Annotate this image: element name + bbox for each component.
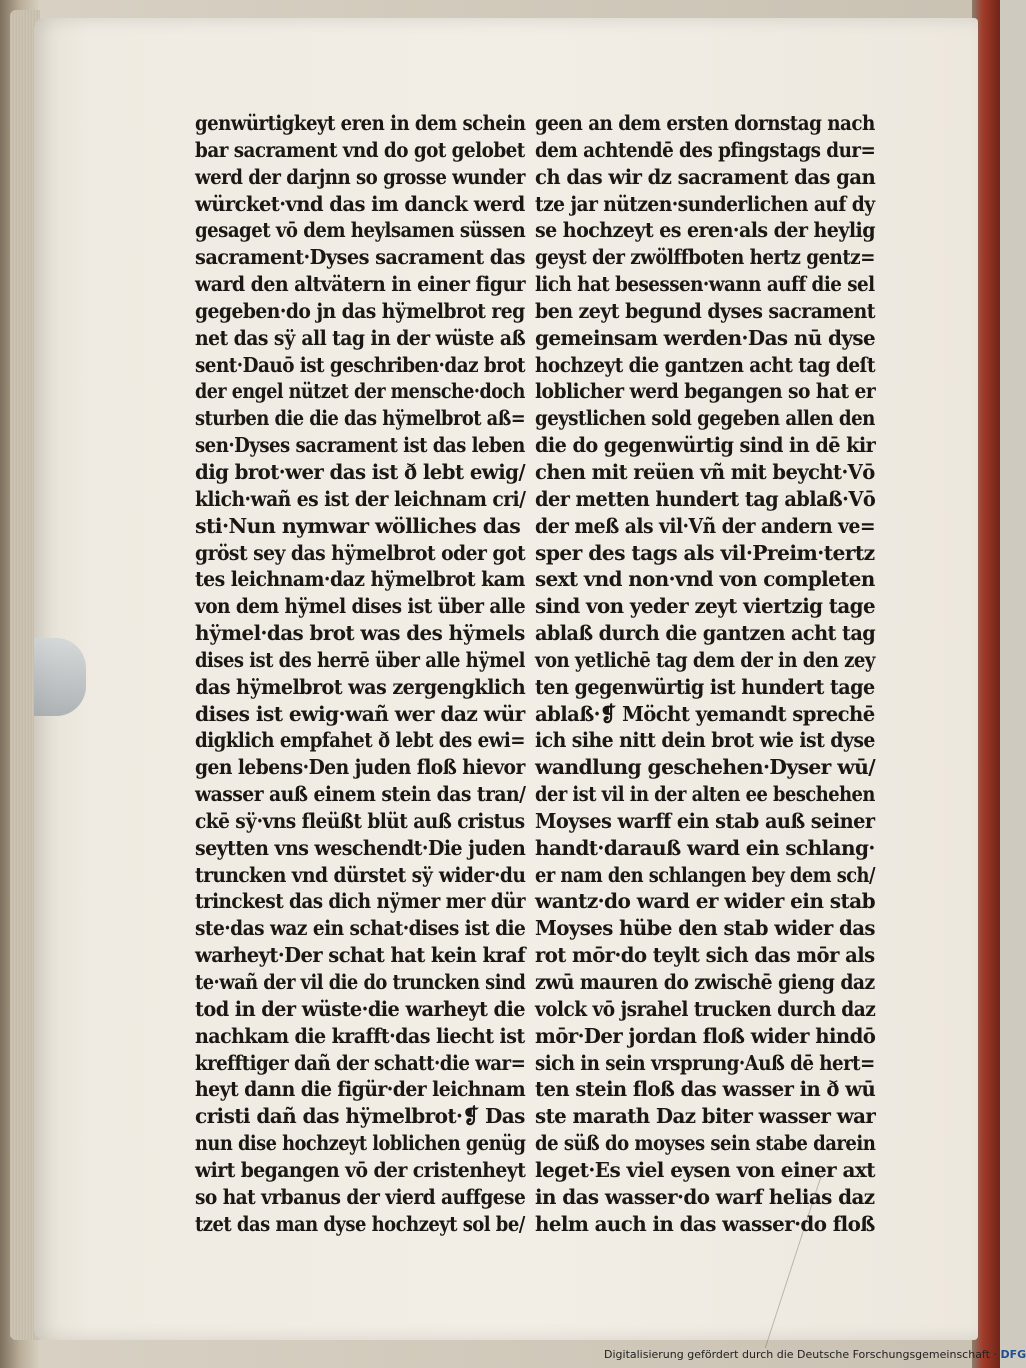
text-line: würcket·vnd das im danck werd [195,191,525,216]
text-line: ste marath Daz biter wasser war [535,1104,876,1129]
text-line: net das sӱ all tag in der wüste aß [195,325,526,350]
text-line: sen·Dyses sacrament ist das leben [195,433,525,458]
text-line: ten gegenwürtig ist hundert tage [535,674,875,699]
text-line: sturben die die das hӱmelbrot aß= [195,406,526,431]
text-line: dem achtendē des pfingstags dur= [535,137,876,162]
text-line: leget·Es viel eysen von einer axt [535,1157,875,1182]
text-line: cristi dañ das hӱmelbrot·❡ Das [195,1104,525,1129]
text-line: der metten hundert tag ablaß·Vō [535,486,876,511]
text-column-left [195,110,525,1237]
text-line: nachkam die krafft·das liecht ist [195,1023,525,1048]
text-line: werd der darjnn so grosse wunder [195,164,525,189]
text-line: ten stein floß das wasser in ð wū [535,1077,876,1102]
text-line: seytten vns weschendt·Die juden [195,835,526,860]
text-line: hӱmel·das brot was des hӱmels [195,621,525,646]
text-line: tes leichnam·daz hӱmelbrot kam [195,567,525,592]
text-line: ablaß durch die gantzen acht tag [535,621,876,646]
text-line: wasser auß einem stein das tran/ [195,782,526,807]
text-line: geystlichen sold gegeben allen den [535,406,875,431]
text-line: digklich empfahet ð lebt des ewi= [195,728,525,753]
text-line: von dem hӱmel dises ist über alle [195,594,526,619]
text-line: helm auch in das wasser·do floß [535,1211,875,1236]
text-line: ckē sӱ·vns fleüßt blüt auß cristus [195,808,525,833]
text-line: tod in der wüste·die warheyt die [195,996,525,1021]
text-line: dig brot·wer das ist ð lebt ewig/ [195,459,525,484]
text-line: von yetlichē tag dem der in den zey [535,647,875,672]
text-line: so hat vrbanus der vierd auffgese [195,1184,526,1209]
text-line: ablaß·❡ Möcht yemandt sprechē [535,701,875,726]
text-line: genwürtigkeyt eren in dem schein [195,111,526,135]
text-line: bar sacrament vnd do got gelobet [195,137,525,162]
text-line: ch das wir dz sacrament das gan [535,164,876,189]
text-line: wirt begangen vō der cristenheyt [195,1157,526,1182]
text-line: in das wasser·do warf helias daz [535,1184,875,1209]
text-line: krefftiger dañ der schatt·die war= [195,1050,526,1075]
text-line: er nam den schlangen bey dem sch/ [535,862,875,887]
text-line: chen mit reüen vñ mit beycht·Vō [535,459,875,484]
text-line: ich sihe nitt dein brot wie ist dyse [535,728,875,753]
text-line: wantz·do ward er wider ein stab [535,889,876,914]
digitization-footer: Digitalisierung gefördert durch die Deutsche Forschungsgemeinschaft · DFG [604,1348,1026,1361]
text-line: das hӱmelbrot was zergengklich [195,674,526,699]
text-line: geyst der zwölffboten hertz gentz= [535,245,875,270]
text-line: sper des tags als vil·Preim·tertz [535,540,875,565]
text-line: hochzeyt die gantzen acht tag deſt [535,352,875,377]
text-line: der meß als vil·Vñ der andern ve= [535,513,876,538]
text-line: dises ist ewig·wañ wer daz wür [195,701,525,726]
text-line: trinckest das dich nӱmer mer dür [195,889,525,914]
text-line: nun dise hochzeyt loblichen genüg [195,1131,526,1156]
text-line: tzet das man dyse hochzeyt sol be/ [195,1211,525,1236]
text-line: volck vō jsrahel trucken durch daz [535,996,876,1021]
text-line: sich in sein vrsprung·Auß dē hert= [535,1050,875,1075]
text-line: wandlung geschehen·Dyser wū/ [535,755,876,780]
text-line: der ist vil in der alten ee beschehen [535,782,875,807]
text-line: lich hat besessen·wann auff die sel [535,272,875,297]
text-line: heyt dann die figür·der leichnam [195,1077,526,1102]
dfg-logo: DFG [1000,1348,1026,1361]
text-line: der engel nützet der mensche·doch [195,379,525,404]
text-line: gröst sey das hӱmelbrot oder got [195,540,526,565]
text-line: sent·Dauō ist geschriben·daz brot [195,352,525,377]
text-line: die do gegenwürtig sind in dē kir [535,433,876,458]
text-line: sacrament·Dyses sacrament das [195,245,525,270]
text-line: rot mōr·do teylt sich das mōr als [535,943,875,968]
text-line: truncken vnd dürstet sӱ wider·du [195,862,526,887]
text-line: gemeinsam werden·Das nū dyse [535,325,876,350]
text-line: loblicher werd begangen so hat er [535,379,876,404]
page-clip [34,638,86,716]
footer-text: Digitalisierung gefördert durch die Deutsche Forschungsgemeinschaft [604,1348,990,1361]
text-line: geen an dem ersten dornstag nach [535,111,875,135]
text-line: sind von yeder zeyt viertzig tage [535,594,876,619]
text-line: sext vnd non·vnd von completen [535,567,875,592]
text-line: sti·Nun nymwar wölliches das [195,513,521,538]
text-column-right [535,110,875,1237]
text-line: de süß do moyses sein stabe darein [535,1131,876,1156]
text-line: ward den altvätern in einer figur [195,272,526,297]
text-line: handt·darauß ward ein schlang· [535,835,875,860]
text-line: zwū mauren do zwischē gieng daz [535,970,875,994]
text-line: klich·wañ es ist der leichnam cri/ [195,486,526,511]
text-line: dises ist des herrē über alle hӱmel [195,647,525,672]
text-line: gen lebens·Den juden floß hievor [195,755,525,780]
text-line: gesaget vō dem heylsamen süssen [195,218,526,243]
text-line: Moyses hübe den stab wider das [535,916,875,941]
text-line: se hochzeyt es eren·als der heylig [535,218,875,243]
text-line: tze jar nützen·sunderlichen auf dy [535,191,875,216]
text-line: mōr·Der jordan floß wider hindō [535,1023,876,1048]
text-line: warheyt·Der schat hat kein kraf [195,943,526,968]
text-line: te·wañ der vil die do truncken sind [195,970,526,994]
text-line: Moyses warff ein stab auß seiner [535,808,875,833]
text-line: gegeben·do jn das hӱmelbrot reg [195,298,525,323]
text-line: ste·das waz ein schat·dises ist die [195,916,526,941]
text-line: ben zeyt begund dyses sacrament [535,298,876,323]
